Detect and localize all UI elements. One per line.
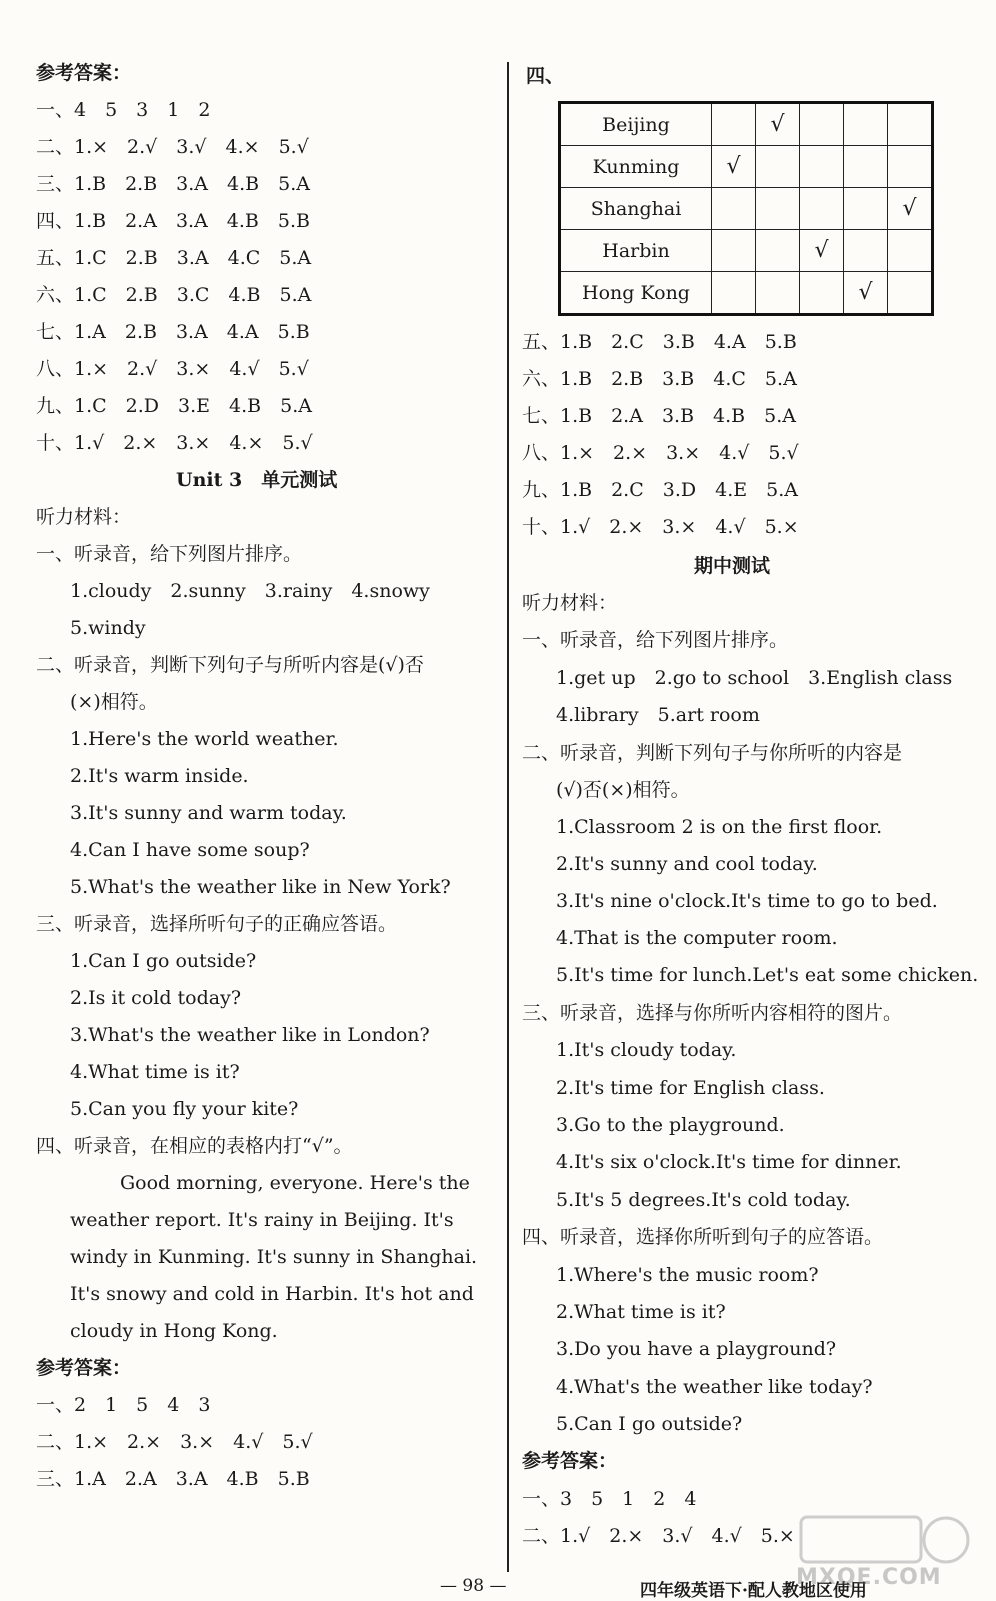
- city-cell: Kunming: [560, 146, 712, 188]
- section-heading: 一、听录音，给下列图片排序。: [36, 543, 303, 565]
- unit-title: Unit 3 单元测试: [176, 469, 338, 491]
- section-item: 3.It's nine o'clock.It's time to go to bed.: [556, 890, 938, 912]
- table-row: [560, 103, 933, 146]
- watermark-logo: [796, 1512, 976, 1592]
- answer-line: 二、1.√ 2.× 3.√ 4.√ 5.×: [522, 1525, 795, 1547]
- check-cell: [712, 272, 756, 315]
- check-cell: [844, 188, 888, 230]
- answer-line: 十、1.√ 2.× 3.× 4.√ 5.×: [522, 516, 799, 538]
- section-item: 4.Can I have some soup?: [70, 839, 310, 861]
- check-cell: [888, 103, 933, 146]
- answer-line: 二、1.× 2.√ 3.√ 4.× 5.√: [36, 136, 309, 158]
- answer-line: 五、1.B 2.C 3.B 4.A 5.B: [522, 331, 797, 353]
- answers-title: 参考答案：: [522, 1450, 618, 1472]
- check-cell: [712, 230, 756, 272]
- section-item: 5.It's time for lunch.Let's eat some chicken.: [556, 964, 979, 986]
- section-item: 1.Classroom 2 is on the first floor.: [556, 816, 883, 838]
- page-number: — 98 —: [440, 1576, 507, 1596]
- section-item: 4.What time is it?: [70, 1061, 240, 1083]
- answer-line: 九、1.B 2.C 3.D 4.E 5.A: [522, 479, 798, 501]
- check-cell: [756, 188, 800, 230]
- section-item: 3.It's sunny and warm today.: [70, 802, 347, 824]
- section-item: 1.It's cloudy today.: [556, 1039, 737, 1061]
- section-item: 1.cloudy 2.sunny 3.rainy 4.snowy: [70, 580, 430, 602]
- section-item: 3.Do you have a playground?: [556, 1338, 837, 1360]
- section-item: 3.What's the weather like in London?: [70, 1024, 430, 1046]
- answer-line: 八、1.× 2.√ 3.× 4.√ 5.√: [36, 358, 309, 380]
- answers-title: 参考答案：: [36, 62, 132, 84]
- section-item: 5.What's the weather like in New York?: [70, 876, 451, 898]
- check-cell: [800, 188, 844, 230]
- passage-line: It's snowy and cold in Harbin. It's hot and: [70, 1283, 474, 1305]
- section-heading-cont: (√)否(×)相符。: [556, 779, 690, 801]
- section-item: 1.get up 2.go to school 3.English class: [556, 667, 953, 689]
- check-cell: √: [712, 146, 756, 188]
- passage-line: Good morning, everyone. Here's the: [120, 1172, 470, 1194]
- section-item: 2.What time is it?: [556, 1301, 726, 1323]
- section-item: 1.Can I go outside?: [70, 950, 257, 972]
- section-item: 5.windy: [70, 617, 146, 639]
- answer-line: 六、1.C 2.B 3.C 4.B 5.A: [36, 284, 312, 306]
- city-cell: Beijing: [560, 103, 712, 146]
- section-item: 2.It's time for English class.: [556, 1077, 825, 1099]
- section-item: 1.Here's the world weather.: [70, 728, 339, 750]
- check-cell: √: [800, 230, 844, 272]
- table-label: 四、: [526, 65, 565, 87]
- table-row: [560, 188, 933, 230]
- city-cell: Harbin: [560, 230, 712, 272]
- answer-line: 十、1.√ 2.× 3.× 4.× 5.√: [36, 432, 313, 454]
- answer-line: 七、1.A 2.B 3.A 4.A 5.B: [36, 321, 310, 343]
- check-cell: [800, 103, 844, 146]
- answer-line: 四、1.B 2.A 3.A 4.B 5.B: [36, 210, 310, 232]
- section-heading: 一、听录音，给下列图片排序。: [522, 629, 789, 651]
- column-divider: [507, 62, 509, 1572]
- check-cell: [844, 146, 888, 188]
- check-cell: √: [844, 272, 888, 315]
- check-cell: √: [756, 103, 800, 146]
- listening-title: 听力材料：: [522, 592, 618, 614]
- listening-title: 听力材料：: [36, 506, 132, 528]
- table-row: [560, 230, 933, 272]
- watermark-url: MXQE.COM: [796, 1565, 942, 1590]
- answer-line: 三、1.A 2.A 3.A 4.B 5.B: [36, 1468, 310, 1490]
- check-cell: [756, 272, 800, 315]
- section-item: 4.It's six o'clock.It's time for dinner.: [556, 1151, 902, 1173]
- section-item: 4.library 5.art room: [556, 704, 760, 726]
- check-cell: [800, 146, 844, 188]
- check-cell: [712, 188, 756, 230]
- passage-line: cloudy in Hong Kong.: [70, 1320, 278, 1342]
- section-heading: 四、听录音，在相应的表格内打“√”。: [36, 1135, 353, 1157]
- section-heading: 二、听录音，判断下列句子与所听内容是(√)否: [36, 654, 424, 676]
- midterm-title: 期中测试: [694, 555, 771, 577]
- section-item: 5.Can you fly your kite?: [70, 1098, 299, 1120]
- passage-line: windy in Kunming. It's sunny in Shanghai.: [70, 1246, 478, 1268]
- answer-line: 三、1.B 2.B 3.A 4.B 5.A: [36, 173, 310, 195]
- section-item: 4.What's the weather like today?: [556, 1376, 873, 1398]
- answer-line: 九、1.C 2.D 3.E 4.B 5.A: [36, 395, 312, 417]
- answer-line: 五、1.C 2.B 3.A 4.C 5.A: [36, 247, 312, 269]
- answer-line: 一、4 5 3 1 2: [36, 99, 211, 121]
- section-item: 2.It's sunny and cool today.: [556, 853, 818, 875]
- book-title: 四年级英语下·配人教地区使用: [640, 1581, 867, 1601]
- table-row: [560, 272, 933, 315]
- city-cell: Hong Kong: [560, 272, 712, 315]
- answer-line: 七、1.B 2.A 3.B 4.B 5.A: [522, 405, 796, 427]
- check-cell: [844, 230, 888, 272]
- city-cell: Shanghai: [560, 188, 712, 230]
- answers-title: 参考答案：: [36, 1357, 132, 1379]
- section-heading: 四、听录音，选择你所听到句子的应答语。: [522, 1226, 884, 1248]
- section-item: 5.Can I go outside?: [556, 1413, 743, 1435]
- answer-line: 六、1.B 2.B 3.B 4.C 5.A: [522, 368, 797, 390]
- section-item: 2.It's warm inside.: [70, 765, 249, 787]
- weather-table: [558, 101, 934, 316]
- table-row: [560, 146, 933, 188]
- check-cell: [756, 230, 800, 272]
- check-cell: [844, 103, 888, 146]
- section-item: 1.Where's the music room?: [556, 1264, 819, 1286]
- check-cell: [800, 272, 844, 315]
- section-item: 5.It's 5 degrees.It's cold today.: [556, 1189, 851, 1211]
- section-heading: 三、听录音，选择所听句子的正确应答语。: [36, 913, 398, 935]
- section-item: 4.That is the computer room.: [556, 927, 838, 949]
- passage-line: weather report. It's rainy in Beijing. It's: [70, 1209, 454, 1231]
- answer-line: 八、1.× 2.× 3.× 4.√ 5.√: [522, 442, 799, 464]
- answer-line: 二、1.× 2.× 3.× 4.√ 5.√: [36, 1431, 313, 1453]
- section-item: 3.Go to the playground.: [556, 1114, 785, 1136]
- section-heading: 二、听录音，判断下列句子与你所听的内容是: [522, 742, 903, 764]
- answer-line: 一、3 5 1 2 4: [522, 1488, 697, 1510]
- check-cell: [888, 230, 933, 272]
- watermark-graphic-icon: [796, 1512, 976, 1567]
- section-heading-cont: (×)相符。: [70, 691, 158, 713]
- section-heading: 三、听录音，选择与你所听内容相符的图片。: [522, 1002, 903, 1024]
- check-cell: √: [888, 188, 933, 230]
- check-cell: [712, 103, 756, 146]
- check-cell: [888, 272, 933, 315]
- answer-line: 一、2 1 5 4 3: [36, 1394, 211, 1416]
- section-item: 2.Is it cold today?: [70, 987, 242, 1009]
- check-cell: [756, 146, 800, 188]
- check-cell: [888, 146, 933, 188]
